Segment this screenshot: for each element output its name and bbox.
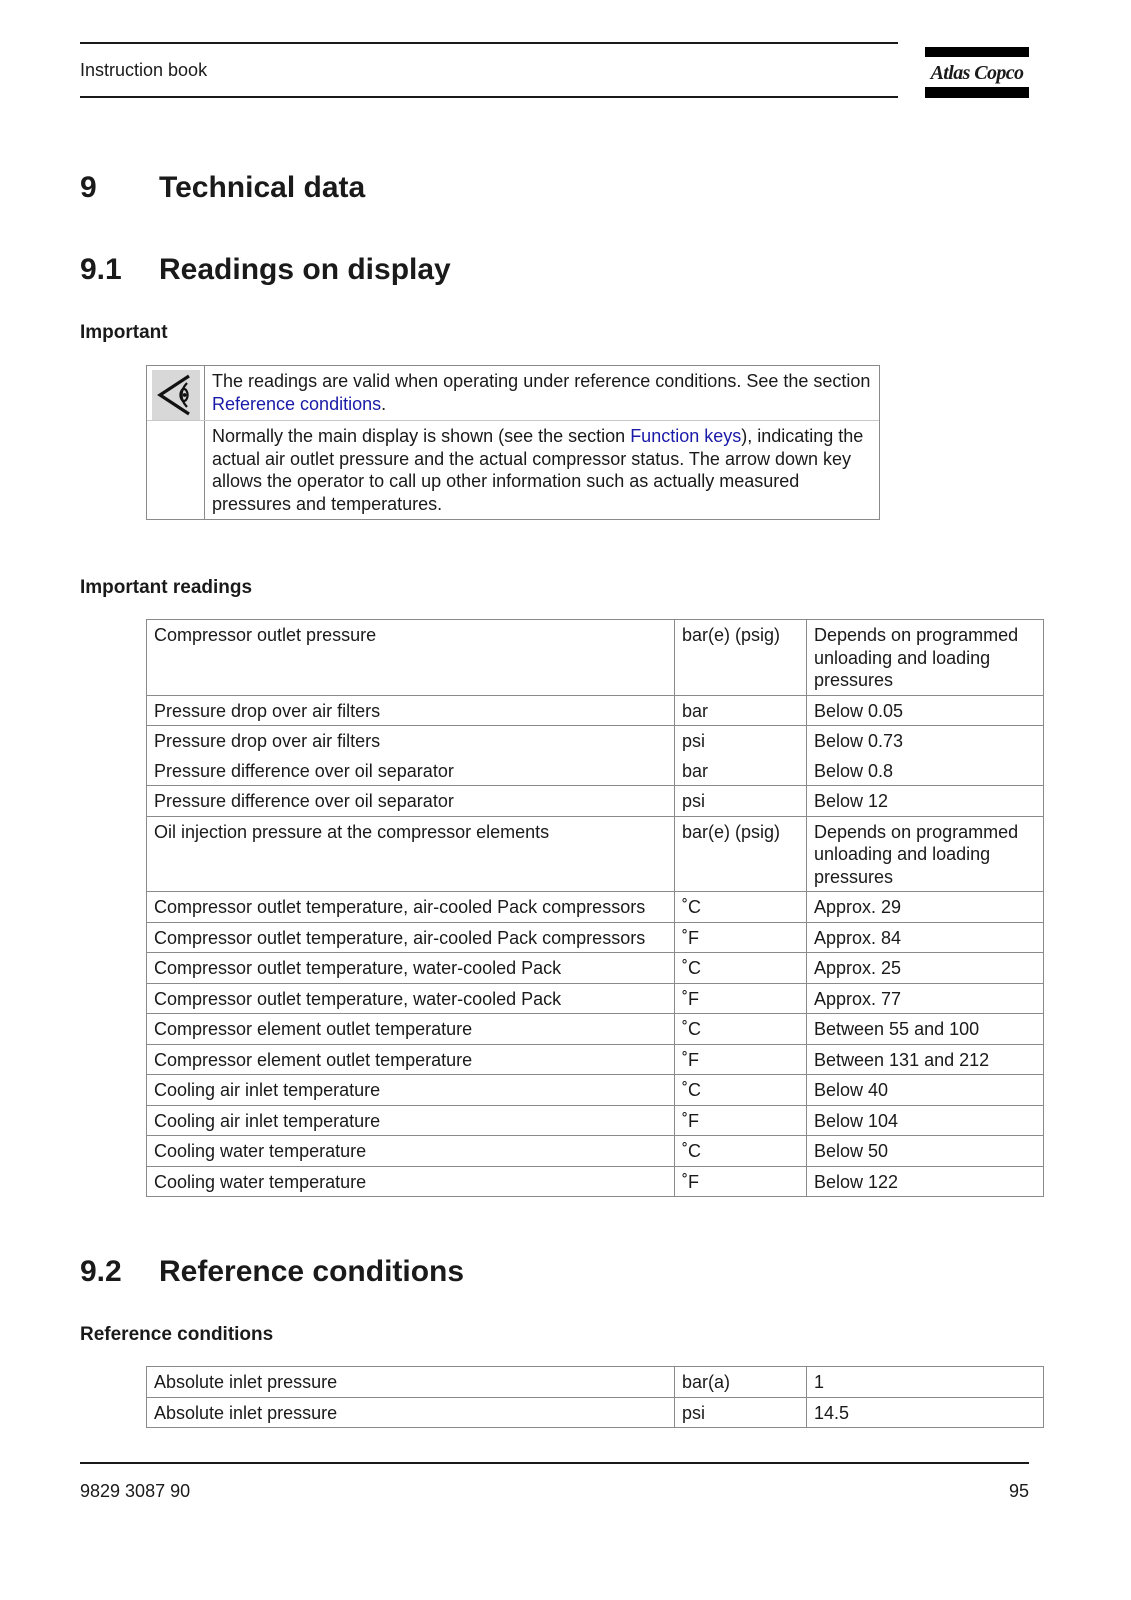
reading-name: Absolute inlet pressure	[147, 1397, 675, 1428]
reading-value: Below 122	[807, 1166, 1044, 1197]
section-number: 9.2	[80, 1255, 122, 1288]
reading-row	[147, 756, 1044, 786]
section-number: 9	[80, 171, 97, 204]
atlas-copco-logo	[925, 47, 1029, 99]
reading-value: 14.5	[807, 1397, 1044, 1428]
reading-row	[147, 620, 1044, 696]
reading-value: Below 12	[807, 786, 1044, 817]
reading-row	[147, 953, 1044, 984]
reading-value: Between 55 and 100	[807, 1014, 1044, 1045]
reading-row	[147, 892, 1044, 923]
reading-value: 1	[807, 1367, 1044, 1398]
reading-row	[147, 816, 1044, 892]
reading-value: Depends on programmed unloading and loading pressures	[807, 816, 1044, 892]
reading-unit: ˚F	[675, 1166, 807, 1197]
reading-unit: bar(e) (psig)	[675, 816, 807, 892]
page-number: 95	[1008, 1481, 1029, 1501]
reading-unit: bar	[675, 756, 807, 786]
reading-row	[147, 1044, 1044, 1075]
reading-value: Below 104	[807, 1105, 1044, 1136]
important-heading: Important	[80, 322, 168, 343]
reading-row	[147, 983, 1044, 1014]
reading-row	[147, 1014, 1044, 1045]
reading-unit: ˚F	[675, 1044, 807, 1075]
header-title: Instruction book	[80, 60, 208, 80]
reading-value: Below 40	[807, 1075, 1044, 1106]
reference-conditions-table	[146, 1366, 1044, 1428]
reading-name: Cooling water temperature	[147, 1136, 675, 1167]
reading-row	[147, 786, 1044, 817]
reading-name: Cooling air inlet temperature	[147, 1105, 675, 1136]
reading-unit: ˚C	[675, 953, 807, 984]
reading-unit: bar(a)	[675, 1367, 807, 1398]
reading-row	[147, 1166, 1044, 1197]
reading-row	[147, 1075, 1044, 1106]
reading-unit: psi	[675, 726, 807, 756]
reading-unit: ˚F	[675, 1105, 807, 1136]
reading-unit: bar(e) (psig)	[675, 620, 807, 696]
reading-value: Approx. 29	[807, 892, 1044, 923]
section-title: Technical data	[159, 171, 366, 204]
reading-row	[147, 922, 1044, 953]
reading-name: Compressor outlet temperature, air-cooled Pack compressors	[147, 922, 675, 953]
important-readings-heading: Important readings	[80, 577, 253, 598]
notice-paragraph-2: Normally the main display is shown (see the section Function keys), indicating the actual air outlet pressure and the actual compressor status. The arrow down key allows the operator to call up other information such as actually measured pressures and temperatures.	[212, 426, 864, 514]
reading-value: Below 0.8	[807, 756, 1044, 786]
reading-name: Pressure drop over air filters	[147, 695, 675, 726]
reading-value: Below 0.73	[807, 726, 1044, 756]
reading-unit: ˚F	[675, 922, 807, 953]
reading-name: Compressor outlet temperature, water-cooled Pack	[147, 953, 675, 984]
header-bottom-rule	[80, 96, 898, 98]
reading-name: Pressure difference over oil separator	[147, 786, 675, 817]
reading-unit: ˚C	[675, 892, 807, 923]
reading-name: Pressure difference over oil separator	[147, 756, 675, 786]
footer-rule	[80, 1462, 1029, 1464]
reading-unit: ˚C	[675, 1014, 807, 1045]
reading-row	[147, 1105, 1044, 1136]
reading-name: Compressor outlet temperature, air-cooled Pack compressors	[147, 892, 675, 923]
reading-unit: ˚C	[675, 1136, 807, 1167]
reading-row	[147, 726, 1044, 756]
header-top-rule	[80, 42, 898, 44]
reading-name: Compressor outlet temperature, water-cooled Pack	[147, 983, 675, 1014]
reading-value: Below 50	[807, 1136, 1044, 1167]
reading-value: Between 131 and 212	[807, 1044, 1044, 1075]
reading-unit: ˚C	[675, 1075, 807, 1106]
reading-row	[147, 1136, 1044, 1167]
reading-value: Approx. 84	[807, 922, 1044, 953]
eye-icon	[152, 370, 200, 420]
reading-name: Cooling air inlet temperature	[147, 1075, 675, 1106]
reference-conditions-link[interactable]: Reference conditions	[212, 393, 382, 414]
section-title: Readings on display	[159, 253, 451, 286]
reference-conditions-heading: Reference conditions	[80, 1324, 274, 1345]
reading-value: Depends on programmed unloading and loading pressures	[807, 620, 1044, 696]
function-keys-link[interactable]: Function keys	[630, 426, 742, 446]
reference-row	[147, 1367, 1044, 1398]
reading-unit: ˚F	[675, 983, 807, 1014]
section-title: Reference conditions	[159, 1255, 465, 1288]
reading-name: Compressor element outlet temperature	[147, 1044, 675, 1075]
reading-value: Below 0.05	[807, 695, 1044, 726]
reading-value: Approx. 25	[807, 953, 1044, 984]
important-readings-table	[146, 619, 1044, 1197]
reading-value: Approx. 77	[807, 983, 1044, 1014]
reading-name: Compressor element outlet temperature	[147, 1014, 675, 1045]
reference-row	[147, 1397, 1044, 1428]
reading-unit: psi	[675, 786, 807, 817]
important-notice-box	[146, 365, 880, 520]
reading-name: Oil injection pressure at the compressor elements	[147, 816, 675, 892]
reading-unit: psi	[675, 1397, 807, 1428]
logo-wordmark: Atlas Copco	[930, 62, 1024, 84]
reading-name: Cooling water temperature	[147, 1166, 675, 1197]
reading-unit: bar	[675, 695, 807, 726]
reading-row	[147, 695, 1044, 726]
reading-name: Absolute inlet pressure	[147, 1367, 675, 1398]
notice-paragraph-1: The readings are valid when operating under reference conditions. See the section Reference conditions.	[212, 371, 871, 414]
reading-name: Compressor outlet pressure	[147, 620, 675, 696]
document-number: 9829 3087 90	[80, 1481, 191, 1501]
reading-name: Pressure drop over air filters	[147, 726, 675, 756]
section-number: 9.1	[80, 253, 122, 286]
